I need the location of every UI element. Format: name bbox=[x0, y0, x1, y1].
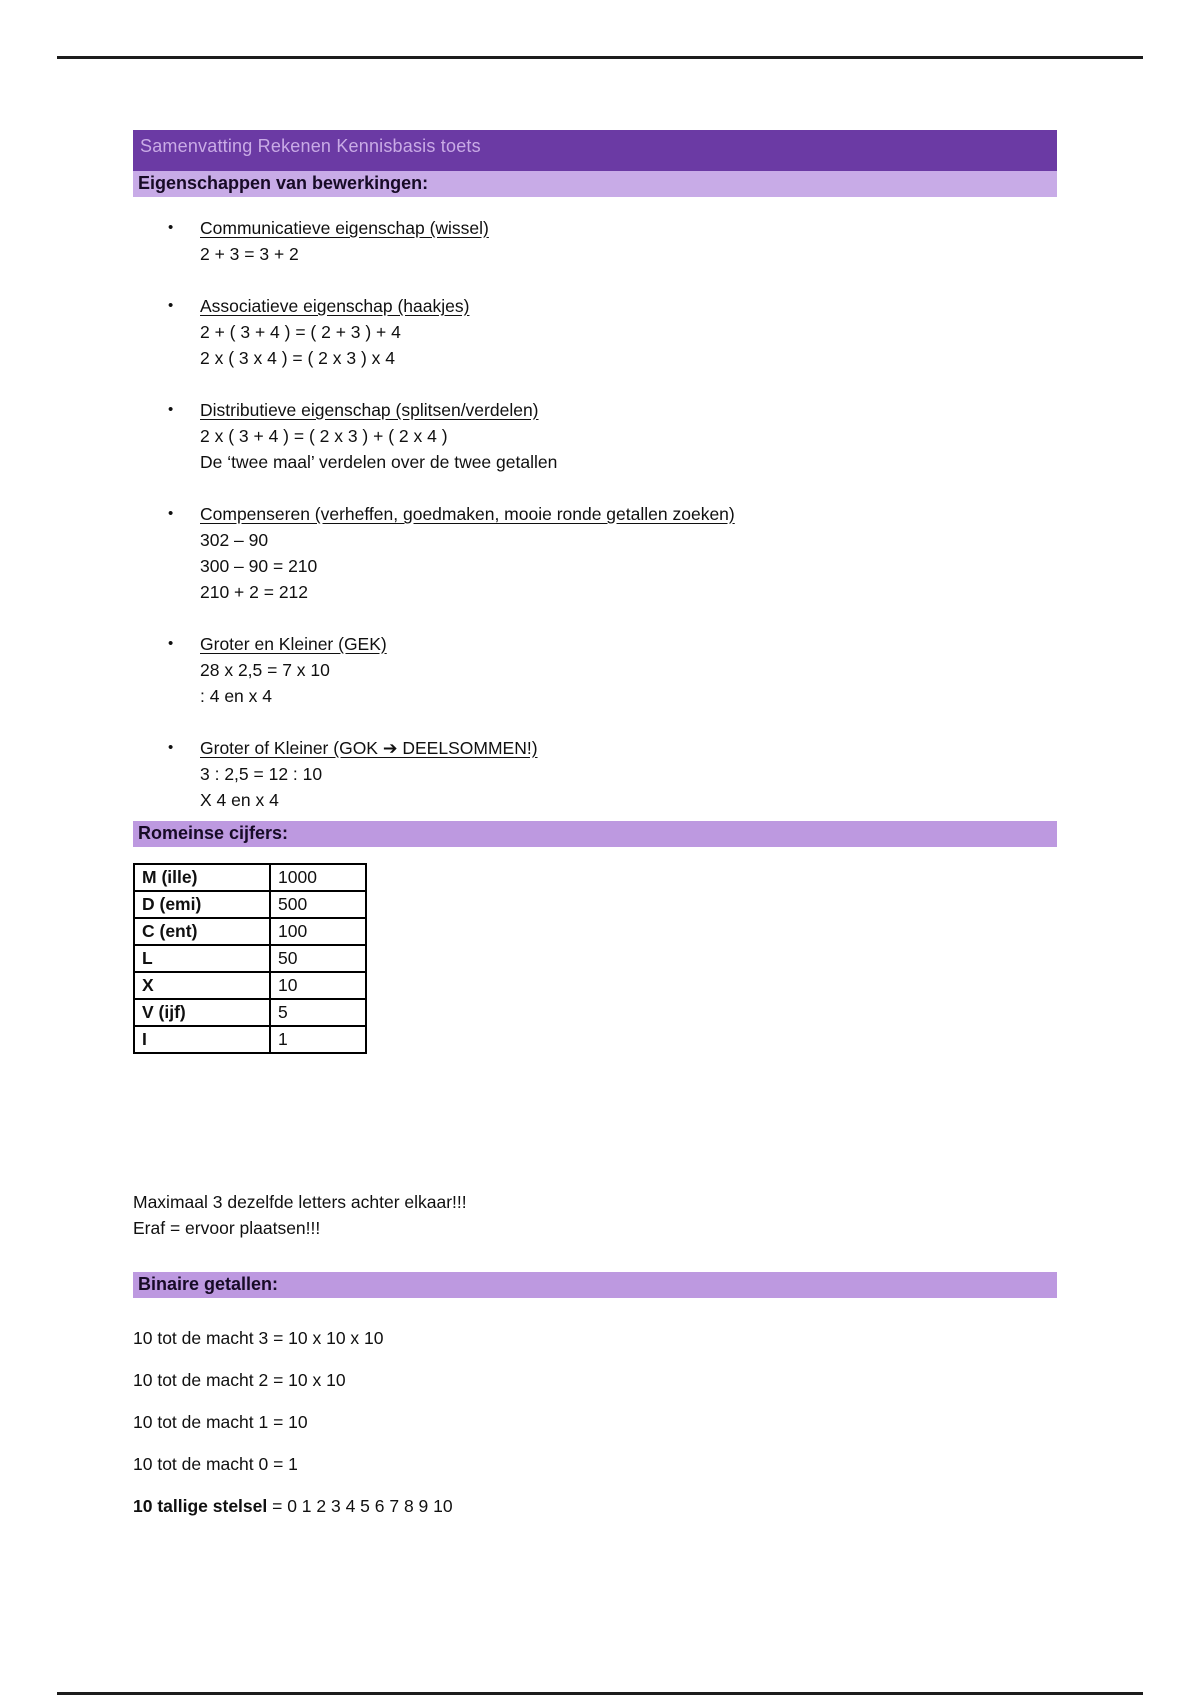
power-line: 10 tot de macht 2 = 10 x 10 bbox=[133, 1370, 346, 1390]
bullet-item-gek bbox=[133, 631, 1057, 709]
bullet-item-communicatieve bbox=[133, 215, 1057, 267]
decimal-system-line bbox=[133, 1493, 1057, 1519]
bullet-list bbox=[133, 215, 1057, 813]
roman-symbol: L bbox=[134, 945, 270, 972]
roman-value: 10 bbox=[270, 972, 366, 999]
roman-value: 500 bbox=[270, 891, 366, 918]
bullet-item-distributieve bbox=[133, 397, 1057, 475]
power-line: 10 tot de macht 1 = 10 bbox=[133, 1412, 308, 1432]
roman-value: 1 bbox=[270, 1026, 366, 1053]
bullet-title: Communicatieve eigenschap (wissel) bbox=[200, 218, 489, 238]
roman-value: 5 bbox=[270, 999, 366, 1026]
roman-value: 50 bbox=[270, 945, 366, 972]
roman-numerals-table bbox=[133, 863, 367, 1054]
top-rule bbox=[57, 56, 1143, 59]
note-line: Eraf = ervoor plaatsen!!! bbox=[133, 1218, 321, 1238]
decimal-system-label: 10 tallige stelsel bbox=[133, 1496, 268, 1516]
bullet-line: X 4 en x 4 bbox=[200, 790, 279, 810]
roman-symbol: X bbox=[134, 972, 270, 999]
bullet-line: De ‘twee maal’ verdelen over de twee getallen bbox=[200, 452, 558, 472]
bullet-line: 2 x ( 3 + 4 ) = ( 2 x 3 ) + ( 2 x 4 ) bbox=[200, 426, 448, 446]
roman-symbol: V (ijf) bbox=[134, 999, 270, 1026]
section-heading-binaire: Binaire getallen: bbox=[133, 1272, 1057, 1298]
bullet-line: 3 : 2,5 = 12 : 10 bbox=[200, 764, 323, 784]
table-row bbox=[134, 918, 366, 945]
page-title: Samenvatting Rekenen Kennisbasis toets bbox=[133, 130, 1057, 171]
table-row bbox=[134, 999, 366, 1026]
bullet-title: Groter en Kleiner (GEK) bbox=[200, 634, 387, 654]
roman-symbol: D (emi) bbox=[134, 891, 270, 918]
bullet-icon: • bbox=[168, 635, 174, 652]
bullet-item-compenseren bbox=[133, 501, 1057, 605]
table-row bbox=[134, 891, 366, 918]
power-line: 10 tot de macht 0 = 1 bbox=[133, 1454, 298, 1474]
document-content bbox=[133, 130, 1057, 1535]
bullet-line: 2 + 3 = 3 + 2 bbox=[200, 244, 299, 264]
bullet-icon: • bbox=[168, 219, 174, 236]
bullet-line: 28 x 2,5 = 7 x 10 bbox=[200, 660, 330, 680]
bullet-line: 302 – 90 bbox=[200, 530, 269, 550]
roman-value: 1000 bbox=[270, 864, 366, 891]
bullet-line: : 4 en x 4 bbox=[200, 686, 272, 706]
note-line: Maximaal 3 dezelfde letters achter elkaar!!! bbox=[133, 1192, 467, 1212]
bullet-icon: • bbox=[168, 401, 174, 418]
bullet-line: 2 + ( 3 + 4 ) = ( 2 + 3 ) + 4 bbox=[200, 322, 401, 342]
bullet-line: 210 + 2 = 212 bbox=[200, 582, 309, 602]
decimal-system-values: = 0 1 2 3 4 5 6 7 8 9 10 bbox=[267, 1496, 453, 1516]
roman-value: 100 bbox=[270, 918, 366, 945]
section-heading-romeinse: Romeinse cijfers: bbox=[133, 821, 1057, 847]
bullet-title: Compenseren (verheffen, goedmaken, mooie ronde getallen zoeken) bbox=[200, 504, 735, 524]
binary-section-lines bbox=[133, 1325, 1057, 1519]
bullet-icon: • bbox=[168, 505, 174, 522]
bottom-rule bbox=[57, 1692, 1143, 1695]
bullet-item-gok bbox=[133, 735, 1057, 813]
table-row bbox=[134, 972, 366, 999]
bullet-title: Groter of Kleiner (GOK ➔ DEELSOMMEN!) bbox=[200, 738, 538, 758]
section-heading-eigenschappen: Eigenschappen van bewerkingen: bbox=[133, 171, 1057, 197]
roman-symbol: M (ille) bbox=[134, 864, 270, 891]
bullet-item-associatieve bbox=[133, 293, 1057, 371]
roman-symbol: I bbox=[134, 1026, 270, 1053]
table-row bbox=[134, 1026, 366, 1053]
table-row bbox=[134, 945, 366, 972]
bullet-line: 2 x ( 3 x 4 ) = ( 2 x 3 ) x 4 bbox=[200, 348, 395, 368]
bullet-title: Distributieve eigenschap (splitsen/verdelen) bbox=[200, 400, 539, 420]
roman-symbol: C (ent) bbox=[134, 918, 270, 945]
bullet-icon: • bbox=[168, 739, 174, 756]
power-line: 10 tot de macht 3 = 10 x 10 x 10 bbox=[133, 1328, 384, 1348]
table-row bbox=[134, 864, 366, 891]
bullet-line: 300 – 90 = 210 bbox=[200, 556, 318, 576]
roman-notes bbox=[133, 1189, 1057, 1241]
bullet-icon: • bbox=[168, 297, 174, 314]
bullet-title: Associatieve eigenschap (haakjes) bbox=[200, 296, 470, 316]
